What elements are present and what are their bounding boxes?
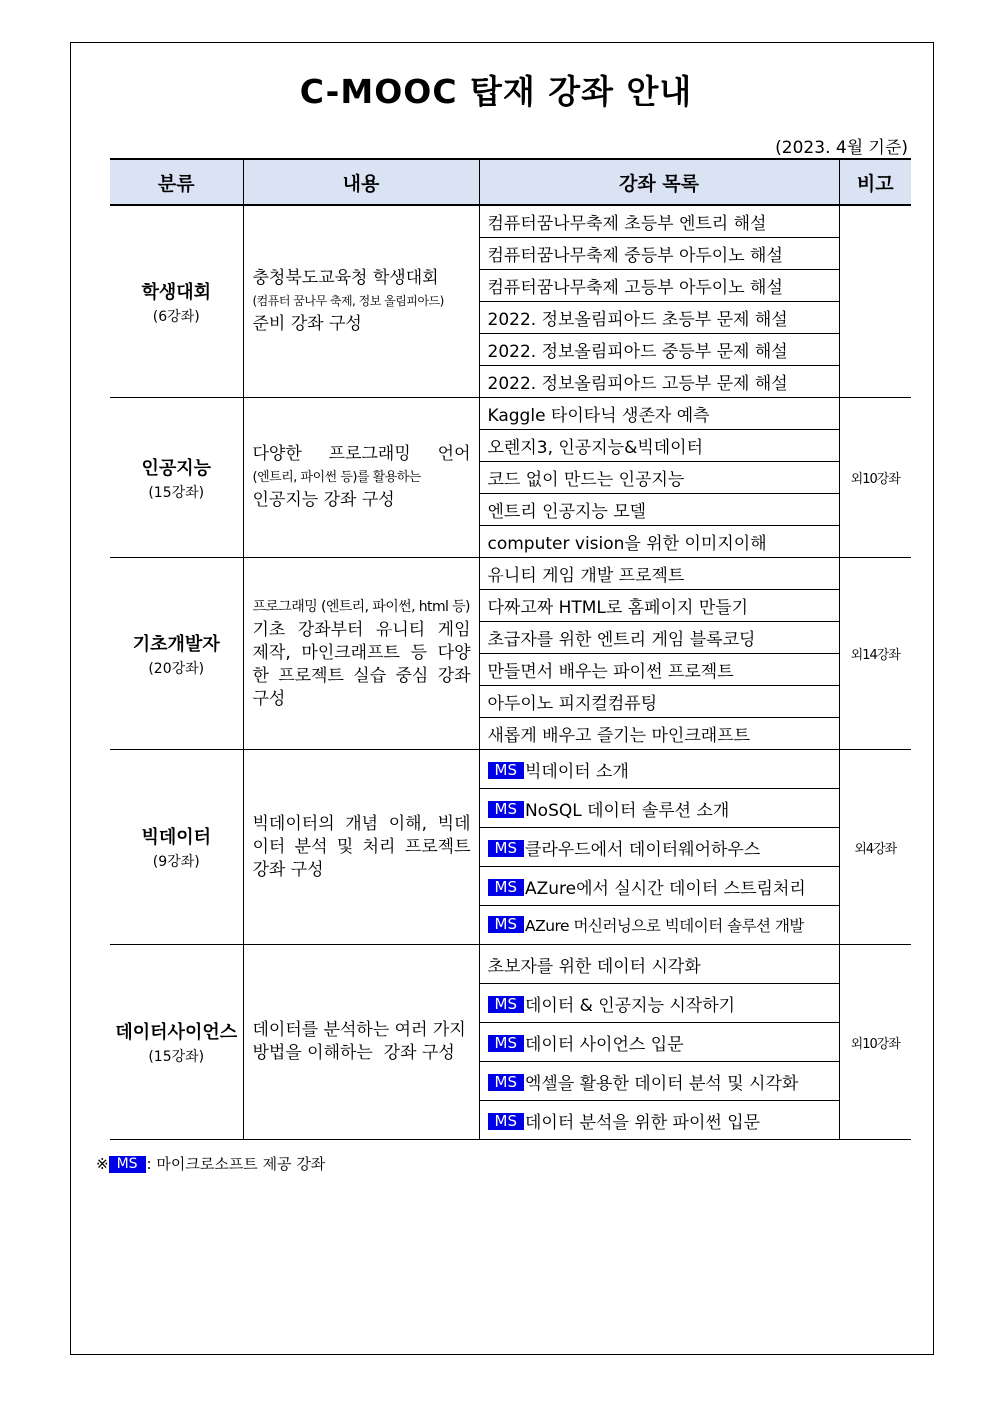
course-item: 엔트리 인공지능 모델: [479, 494, 839, 526]
description-cell: [243, 750, 479, 945]
header-content: 내용: [243, 159, 479, 205]
page-title: C-MOOC 탑재 강좌 안내: [299, 72, 693, 111]
category-name: 데이터사이언스: [115, 1022, 238, 1043]
ms-badge: MS: [488, 762, 524, 779]
description-cell: [243, 558, 479, 750]
note-cell: 외10강좌: [839, 398, 911, 558]
description-line: (컴퓨터 꿈나무 축제, 정보 올림피아드): [252, 294, 444, 308]
description-line: 기초 강좌부터 유니티 게임 제작, 마인크래프트 등 다양한 프로젝트 실습 중심 강좌 구성: [252, 620, 471, 709]
category-name: 학생대회: [141, 281, 212, 303]
category-count: (15강좌): [148, 1049, 205, 1065]
note-cell: 외10강좌: [839, 945, 911, 1140]
course-item: 만들면서 배우는 파이썬 프로젝트: [479, 654, 839, 686]
note-cell: [839, 205, 911, 398]
ms-badge: MS: [488, 1074, 524, 1091]
ms-badge: MS: [488, 1035, 524, 1052]
ms-badge: MS: [109, 1156, 146, 1173]
header-course-list: 강좌 목록: [479, 159, 839, 205]
course-item: 2022. 정보올림피아드 초등부 문제 해설: [479, 302, 839, 334]
course-item: 컴퓨터꿈나무축제 고등부 아두이노 해설: [479, 270, 839, 302]
description-line: 데이터를 분석하는 여러 가지: [252, 1020, 466, 1040]
course-item: [479, 867, 839, 906]
course-item: 아두이노 피지컬컴퓨팅: [479, 686, 839, 718]
course-item: [479, 1062, 839, 1101]
course-item: 컴퓨터꿈나무축제 중등부 아두이노 해설: [479, 238, 839, 270]
category-name: 빅데이터: [141, 827, 212, 848]
course-item: [479, 1023, 839, 1062]
course-label: 데이터 사이언스 입문: [524, 1034, 684, 1055]
description-line: 프로그래밍 (엔트리, 파이썬, html 등): [252, 599, 470, 615]
category-count: (20강좌): [148, 660, 205, 677]
description-line: (엔트리, 파이썬 등)를 활용하는: [252, 470, 421, 485]
course-item: 유니티 게임 개발 프로젝트: [479, 558, 839, 590]
ms-badge: MS: [488, 801, 524, 818]
course-label: AZure에서 실시간 데이터 스트림처리: [524, 878, 806, 899]
course-item: [479, 906, 839, 945]
course-label: 클라우드에서 데이터웨어하우스: [524, 839, 761, 860]
course-item: [479, 828, 839, 867]
description-line: 빅데이터의 개념 이해, 빅데이터 분석 및 처리 프로젝트 강좌 구성: [252, 813, 471, 880]
category-count: (6강좌): [152, 308, 200, 325]
course-item: 코드 없이 만드는 인공지능: [479, 462, 839, 494]
course-item: [479, 750, 839, 789]
ms-badge: MS: [488, 996, 524, 1013]
course-item: 2022. 정보올림피아드 중등부 문제 해설: [479, 334, 839, 366]
ms-badge: MS: [488, 879, 524, 896]
description-line: 인공지능 강좌 구성: [252, 490, 395, 510]
description-line: 다양한 프로그래밍 언어: [252, 444, 471, 464]
basis-date: (2023. 4월 기준): [775, 138, 908, 158]
course-item: [479, 789, 839, 828]
course-item: 오렌지3, 인공지능&빅데이터: [479, 430, 839, 462]
note-cell: 외4강좌: [839, 750, 911, 945]
category-name: 기초개발자: [132, 633, 220, 655]
table-row: [110, 558, 911, 590]
course-item: [479, 984, 839, 1023]
course-item: 컴퓨터꿈나무축제 초등부 엔트리 해설: [479, 205, 839, 238]
header-note: 비고: [839, 159, 911, 205]
footnote-mark: ※: [96, 1155, 109, 1173]
footnote-text: : 마이크로소프트 제공 강좌: [146, 1155, 326, 1173]
description-cell: [243, 205, 479, 398]
course-label: 빅데이터 소개: [524, 761, 629, 782]
header-row: [110, 159, 911, 205]
description-line: 방법을 이해하는 강좌 구성: [252, 1043, 455, 1063]
table-row: [110, 750, 911, 789]
course-item: 초보자를 위한 데이터 시각화: [479, 945, 839, 984]
course-item: 초급자를 위한 엔트리 게임 블록코딩: [479, 622, 839, 654]
description-cell: [243, 945, 479, 1140]
course-label: NoSQL 데이터 솔루션 소개: [524, 800, 730, 821]
description-line: 준비 강좌 구성: [252, 314, 362, 334]
category-count: (9강좌): [152, 854, 200, 870]
table-row: [110, 398, 911, 430]
course-item: 2022. 정보올림피아드 고등부 문제 해설: [479, 366, 839, 398]
description-line: 충청북도교육청 학생대회: [252, 268, 439, 288]
note-cell: 외14강좌: [839, 558, 911, 750]
category-cell: [110, 945, 243, 1140]
course-label: 데이터 & 인공지능 시작하기: [524, 995, 736, 1016]
category-cell: [110, 398, 243, 558]
table-row: [110, 205, 911, 238]
ms-badge: MS: [488, 1113, 524, 1130]
course-label: 데이터 분석을 위한 파이썬 입문: [524, 1112, 761, 1133]
course-item: 새롭게 배우고 즐기는 마인크래프트: [479, 718, 839, 750]
course-item: 다짜고짜 HTML로 홈페이지 만들기: [479, 590, 839, 622]
course-item: computer vision을 위한 이미지이해: [479, 526, 839, 558]
course-table: [110, 158, 911, 1140]
footnote: [96, 1153, 325, 1174]
category-cell: [110, 205, 243, 398]
course-label: AZure 머신러닝으로 빅데이터 솔루션 개발: [524, 917, 804, 935]
ms-badge: MS: [488, 840, 524, 857]
category-name: 인공지능: [141, 457, 212, 479]
table-row: [110, 945, 911, 984]
course-item: Kaggle 타이타닉 생존자 예측: [479, 398, 839, 430]
category-count: (15강좌): [148, 484, 205, 501]
header-category: 분류: [110, 159, 243, 205]
category-cell: [110, 558, 243, 750]
ms-badge: MS: [488, 916, 524, 933]
description-cell: [243, 398, 479, 558]
category-cell: [110, 750, 243, 945]
course-item: [479, 1101, 839, 1140]
course-label: 엑셀을 활용한 데이터 분석 및 시각화: [524, 1073, 799, 1094]
